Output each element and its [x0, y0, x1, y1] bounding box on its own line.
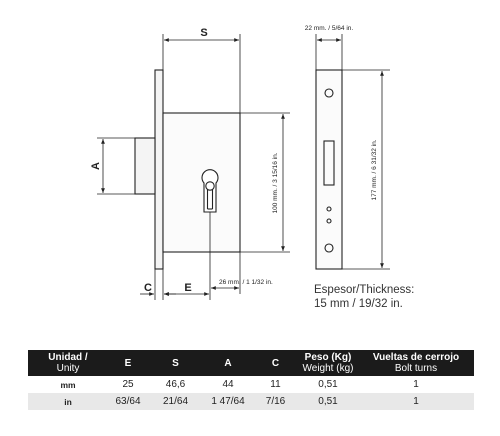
header-e: E: [108, 350, 148, 376]
label-a: A: [90, 162, 102, 170]
lock-case: [163, 113, 240, 252]
label-e: E: [184, 282, 192, 294]
header-a: A: [203, 350, 253, 376]
cell-c: 11: [253, 376, 298, 393]
faceplate: [155, 70, 163, 269]
spec-table-header: [28, 350, 474, 376]
table-row: [28, 393, 474, 410]
cell-a: 1 47/64: [203, 393, 253, 410]
dim-plate-height-text: 177 mm. / 6 31/32 in.: [371, 139, 378, 201]
dim-plate-height: [342, 70, 390, 269]
spec-table: [28, 350, 474, 410]
thickness-note: [314, 283, 414, 311]
thickness-label: Espesor/Thickness:: [314, 284, 415, 296]
dim-a: [97, 138, 135, 194]
cell-c: 7/16: [253, 393, 298, 410]
cell-s: 21/64: [148, 393, 203, 410]
thickness-value: 15 mm / 19/32 in.: [314, 298, 403, 310]
lock-front-view: [135, 70, 240, 269]
header-unit: Unidad / Unity: [28, 350, 108, 376]
dim-bottom-text: 26 mm. / 1 1/32 in.: [219, 279, 273, 286]
dim-bottom: [211, 252, 240, 294]
dim-s: [163, 34, 240, 113]
header-bolt-turns: Vueltas de cerrojo Bolt turns: [358, 350, 474, 376]
label-s: S: [200, 27, 208, 39]
cell-e: 25: [108, 376, 148, 393]
dim-body-height: [240, 113, 290, 252]
cell-weight: 0,51: [298, 376, 358, 393]
cell-unit: in: [28, 393, 108, 410]
cell-s: 46,6: [148, 376, 203, 393]
cell-unit: mm: [28, 376, 108, 393]
faceplate-side: [316, 70, 342, 269]
cell-e: 63/64: [108, 393, 148, 410]
table-row: [28, 376, 474, 393]
dim-faceplate-width-text: 22 mm. / 5/64 in.: [304, 25, 354, 32]
dim-faceplate-width: [316, 34, 342, 70]
cell-bolt-turns: 1: [358, 376, 474, 393]
faceplate-side-view: [316, 70, 342, 269]
header-s: S: [148, 350, 203, 376]
cell-bolt-turns: 1: [358, 393, 474, 410]
header-weight: Peso (Kg) Weight (kg): [298, 350, 358, 376]
label-c: C: [144, 282, 152, 294]
bolt: [135, 138, 155, 194]
header-c: C: [253, 350, 298, 376]
cell-weight: 0,51: [298, 393, 358, 410]
dim-body-height-text: 100 mm. / 3 15/16 in.: [272, 152, 279, 214]
keyhole: [202, 170, 218, 212]
cell-a: 44: [203, 376, 253, 393]
